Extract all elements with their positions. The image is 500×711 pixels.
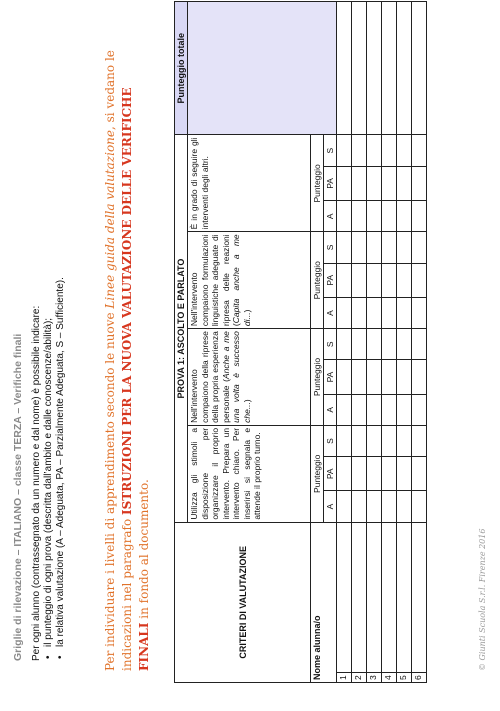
criterion-1: Utilizza gli stimoli a disposizione per organizzare il proprio intervento. Prepara un intervento chiaro. Per inserirsi si segnala e attende il proprio turno. — [188, 425, 311, 522]
score-cell[interactable] — [382, 135, 397, 166]
total-score-cell[interactable] — [367, 2, 382, 135]
level-a: A — [324, 394, 337, 425]
total-score-cell[interactable] — [382, 2, 397, 135]
total-score-cell[interactable] — [397, 2, 412, 135]
score-cell[interactable] — [352, 263, 367, 297]
score-cell[interactable] — [337, 263, 352, 297]
score-cell[interactable] — [382, 491, 397, 522]
score-label-2: Punteggio — [311, 329, 324, 426]
score-cell[interactable] — [412, 135, 427, 166]
score-cell[interactable] — [397, 135, 412, 166]
score-cell[interactable] — [382, 457, 397, 491]
score-cell[interactable] — [337, 457, 352, 491]
row-number: 5 — [397, 672, 412, 682]
score-cell[interactable] — [367, 135, 382, 166]
student-name-cell[interactable] — [367, 522, 382, 672]
score-cell[interactable] — [352, 329, 367, 360]
level-pa: PA — [324, 360, 337, 394]
criteri-label: CRITERI DI VALUTAZIONE — [237, 546, 248, 659]
level-a: A — [324, 297, 337, 328]
prova-header-row — [175, 2, 188, 683]
score-cell[interactable] — [337, 297, 352, 328]
score-cell[interactable] — [367, 360, 382, 394]
score-cell[interactable] — [397, 166, 412, 200]
score-cell[interactable] — [337, 425, 352, 456]
note-part2: , si vedano le indicazioni nel paragrafo — [103, 50, 134, 671]
level-a: A — [324, 491, 337, 522]
total-score-cell[interactable] — [412, 2, 427, 135]
guideline-note — [102, 41, 153, 671]
score-cell[interactable] — [412, 394, 427, 425]
level-pa: PA — [324, 263, 337, 297]
score-label-1: Punteggio — [311, 425, 324, 522]
table-row — [412, 2, 427, 683]
score-cell[interactable] — [352, 394, 367, 425]
score-cell[interactable] — [337, 201, 352, 232]
intro-bullet-score: • il punteggio di ogni prova (descritta dall’ambito e dalle conoscenze/abilità); — [43, 41, 55, 647]
score-cell[interactable] — [397, 491, 412, 522]
total-score-cell[interactable] — [337, 2, 352, 135]
score-cell[interactable] — [367, 297, 382, 328]
score-cell[interactable] — [352, 297, 367, 328]
score-cell[interactable] — [352, 360, 367, 394]
score-cell[interactable] — [367, 457, 382, 491]
score-cell[interactable] — [352, 425, 367, 456]
criterion-4: È in grado di seguire gli interventi degli altri. — [188, 135, 311, 232]
score-cell[interactable] — [397, 329, 412, 360]
score-cell[interactable] — [382, 232, 397, 263]
row-number: 4 — [382, 672, 397, 682]
score-cell[interactable] — [352, 201, 367, 232]
criterion-3: Nell'intervento compaiono formulazioni linguistiche adeguate di ripresa delle reazioni (Capita anche a me di...) — [188, 232, 311, 329]
score-cell[interactable] — [397, 201, 412, 232]
score-cell[interactable] — [397, 457, 412, 491]
total-score-cell[interactable] — [352, 2, 367, 135]
student-name-cell[interactable] — [352, 522, 367, 672]
score-cell[interactable] — [367, 263, 382, 297]
row-number: 2 — [352, 672, 367, 682]
score-cell[interactable] — [382, 201, 397, 232]
level-pa: PA — [324, 457, 337, 491]
score-cell[interactable] — [382, 297, 397, 328]
score-cell[interactable] — [382, 425, 397, 456]
score-cell[interactable] — [352, 457, 367, 491]
score-cell[interactable] — [367, 425, 382, 456]
level-pa: PA — [324, 166, 337, 200]
score-cell[interactable] — [367, 329, 382, 360]
score-label-4: Punteggio — [311, 135, 324, 232]
score-cell[interactable] — [397, 394, 412, 425]
score-cell[interactable] — [337, 166, 352, 200]
score-cell[interactable] — [337, 232, 352, 263]
score-cell[interactable] — [367, 201, 382, 232]
score-cell[interactable] — [412, 491, 427, 522]
intro-block — [31, 41, 67, 661]
score-cell[interactable] — [367, 491, 382, 522]
intro-list — [43, 41, 67, 661]
score-cell[interactable] — [382, 263, 397, 297]
evaluation-table — [174, 1, 427, 683]
note-part3: in fondo al documento. — [137, 479, 151, 623]
level-s: S — [324, 135, 337, 166]
score-cell[interactable] — [412, 166, 427, 200]
score-cell[interactable] — [412, 201, 427, 232]
level-a: A — [324, 201, 337, 232]
score-cell[interactable] — [337, 394, 352, 425]
student-name-cell[interactable] — [412, 522, 427, 672]
score-cell[interactable] — [367, 232, 382, 263]
score-cell[interactable] — [382, 394, 397, 425]
criterion-2: Nell'intervento compaiono della riprese della propria esperienza personale (Anche a me una volta è successo che...) — [188, 329, 311, 426]
score-cell[interactable] — [412, 360, 427, 394]
row-number: 1 — [337, 672, 352, 682]
score-cell[interactable] — [352, 232, 367, 263]
level-s: S — [324, 425, 337, 456]
score-cell[interactable] — [382, 329, 397, 360]
score-cell[interactable] — [352, 166, 367, 200]
student-name-cell[interactable] — [337, 522, 352, 672]
student-name-cell[interactable] — [397, 522, 412, 672]
score-cell[interactable] — [352, 491, 367, 522]
prova-title: PROVA 1: ASCOLTO E PARLATO — [175, 135, 188, 522]
total-header: Punteggio totale — [175, 2, 188, 135]
total-header-fill — [188, 2, 337, 135]
note-strong: ISTRUZIONI PER LA NUOVA VALUTAZIONE DELLE VERIFICHE FINALI — [120, 87, 151, 671]
level-s: S — [324, 329, 337, 360]
score-cell[interactable] — [397, 232, 412, 263]
score-cell[interactable] — [382, 166, 397, 200]
score-cell[interactable] — [397, 425, 412, 456]
intro-bullet-evaluation: • la relativa valutazione (A – Adeguata, PA – Parzialmente Adeguata, S – Sufficiente). — [55, 41, 67, 647]
score-cell[interactable] — [352, 135, 367, 166]
score-cell[interactable] — [397, 360, 412, 394]
row-number: 6 — [412, 672, 427, 682]
score-cell[interactable] — [367, 394, 382, 425]
row-number: 3 — [367, 672, 382, 682]
student-name-cell[interactable] — [382, 522, 397, 672]
table-row — [382, 2, 397, 683]
score-cell[interactable] — [397, 263, 412, 297]
score-cell[interactable] — [412, 457, 427, 491]
score-cell[interactable] — [412, 329, 427, 360]
table-row — [352, 2, 367, 683]
score-label-3: Punteggio — [311, 232, 324, 329]
intro-text: Per ogni alunno (contrassegnato da un numero e dal nome) è possibile indicare: — [31, 305, 42, 661]
table-row — [337, 2, 352, 683]
score-cell[interactable] — [412, 232, 427, 263]
score-cell[interactable] — [412, 425, 427, 456]
score-cell[interactable] — [337, 329, 352, 360]
note-part1: Per individuare i livelli di apprendimento secondo le nuove — [103, 308, 117, 671]
page-title: Griglie di rilevazione – ITALIANO – classe TERZA – Verifiche finali — [12, 333, 24, 661]
level-s: S — [324, 232, 337, 263]
copyright-footer: © Giunti Scuola S.r.l. Firenze 2016 — [478, 528, 487, 671]
score-cell[interactable] — [397, 297, 412, 328]
score-cell[interactable] — [412, 297, 427, 328]
score-cell[interactable] — [412, 263, 427, 297]
score-cell[interactable] — [337, 135, 352, 166]
note-italic: Linee guida della valutazione — [103, 129, 117, 309]
score-cell[interactable] — [337, 360, 352, 394]
criteri-cell — [175, 522, 311, 682]
table-row — [367, 2, 382, 683]
nome-alunno-label: Nome alunna/o — [311, 522, 337, 682]
score-cell[interactable] — [337, 491, 352, 522]
table-row — [397, 2, 412, 683]
score-cell[interactable] — [382, 360, 397, 394]
score-cell[interactable] — [367, 166, 382, 200]
